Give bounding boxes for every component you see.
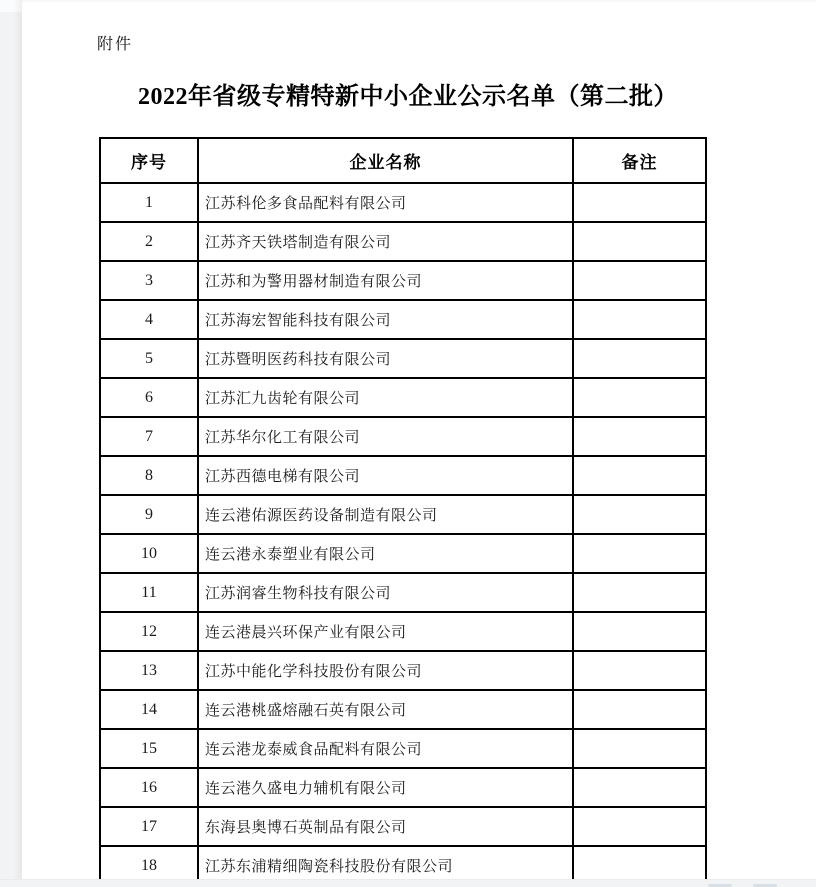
company-name: 连云港久盛电力辅机有限公司 bbox=[198, 768, 573, 807]
column-header-company-name: 企业名称 bbox=[198, 138, 573, 183]
company-name: 连云港龙泰威食品配料有限公司 bbox=[198, 729, 573, 768]
row-index: 11 bbox=[100, 573, 198, 612]
table-header-row bbox=[100, 138, 706, 183]
row-index: 1 bbox=[100, 183, 198, 222]
company-table bbox=[99, 137, 707, 886]
table-row bbox=[100, 339, 706, 378]
row-index: 12 bbox=[100, 612, 198, 651]
row-index: 10 bbox=[100, 534, 198, 573]
attachment-label: 附件 bbox=[97, 36, 134, 53]
row-index: 15 bbox=[100, 729, 198, 768]
row-remark bbox=[573, 807, 706, 846]
row-remark bbox=[573, 339, 706, 378]
row-remark bbox=[573, 495, 706, 534]
row-remark bbox=[573, 417, 706, 456]
row-index: 5 bbox=[100, 339, 198, 378]
row-remark bbox=[573, 456, 706, 495]
company-name: 江苏暨明医药科技有限公司 bbox=[198, 339, 573, 378]
company-name: 江苏海宏智能科技有限公司 bbox=[198, 300, 573, 339]
company-name: 江苏汇九齿轮有限公司 bbox=[198, 378, 573, 417]
table-row bbox=[100, 417, 706, 456]
row-remark bbox=[573, 300, 706, 339]
column-header-remark: 备注 bbox=[573, 138, 706, 183]
company-name: 江苏科伦多食品配料有限公司 bbox=[198, 183, 573, 222]
row-index: 14 bbox=[100, 690, 198, 729]
table-row bbox=[100, 573, 706, 612]
row-remark bbox=[573, 378, 706, 417]
table-row bbox=[100, 261, 706, 300]
company-name: 江苏和为警用器材制造有限公司 bbox=[198, 261, 573, 300]
row-remark bbox=[573, 612, 706, 651]
row-remark bbox=[573, 261, 706, 300]
table-row bbox=[100, 690, 706, 729]
table-row bbox=[100, 612, 706, 651]
company-name: 连云港佑源医药设备制造有限公司 bbox=[198, 495, 573, 534]
page-title: 2022年省级专精特新中小企业公示名单（第二批） bbox=[138, 84, 678, 110]
table-row bbox=[100, 729, 706, 768]
row-remark bbox=[573, 534, 706, 573]
company-name: 江苏中能化学科技股份有限公司 bbox=[198, 651, 573, 690]
row-index: 4 bbox=[100, 300, 198, 339]
row-index: 2 bbox=[100, 222, 198, 261]
row-index: 17 bbox=[100, 807, 198, 846]
viewer-left-gutter bbox=[0, 0, 22, 887]
row-remark bbox=[573, 690, 706, 729]
row-index: 3 bbox=[100, 261, 198, 300]
company-name: 连云港永泰塑业有限公司 bbox=[198, 534, 573, 573]
row-index: 6 bbox=[100, 378, 198, 417]
row-remark bbox=[573, 651, 706, 690]
company-name: 东海县奥博石英制品有限公司 bbox=[198, 807, 573, 846]
horizontal-scrollbar[interactable] bbox=[0, 879, 816, 887]
table-row bbox=[100, 378, 706, 417]
company-name: 连云港桃盛熔融石英有限公司 bbox=[198, 690, 573, 729]
company-name: 江苏齐天铁塔制造有限公司 bbox=[198, 222, 573, 261]
row-index: 16 bbox=[100, 768, 198, 807]
row-index: 13 bbox=[100, 651, 198, 690]
company-name: 江苏西德电梯有限公司 bbox=[198, 456, 573, 495]
company-name: 江苏润睿生物科技有限公司 bbox=[198, 573, 573, 612]
table-row bbox=[100, 222, 706, 261]
row-index: 7 bbox=[100, 417, 198, 456]
row-remark bbox=[573, 183, 706, 222]
table-row bbox=[100, 300, 706, 339]
table-row bbox=[100, 495, 706, 534]
table-row bbox=[100, 651, 706, 690]
row-index: 9 bbox=[100, 495, 198, 534]
company-name: 江苏东浦精细陶瓷科技股份有限公司 bbox=[198, 846, 573, 885]
company-name: 连云港晨兴环保产业有限公司 bbox=[198, 612, 573, 651]
row-remark bbox=[573, 573, 706, 612]
table-row bbox=[100, 768, 706, 807]
table-row bbox=[100, 183, 706, 222]
table-row bbox=[100, 807, 706, 846]
row-index: 8 bbox=[100, 456, 198, 495]
column-header-index: 序号 bbox=[100, 138, 198, 183]
table-row bbox=[100, 534, 706, 573]
row-remark bbox=[573, 729, 706, 768]
row-remark bbox=[573, 222, 706, 261]
row-remark bbox=[573, 768, 706, 807]
company-name: 江苏华尔化工有限公司 bbox=[198, 417, 573, 456]
page-top-edge bbox=[22, 0, 816, 2]
table-row bbox=[100, 456, 706, 495]
row-index: 18 bbox=[100, 846, 198, 885]
